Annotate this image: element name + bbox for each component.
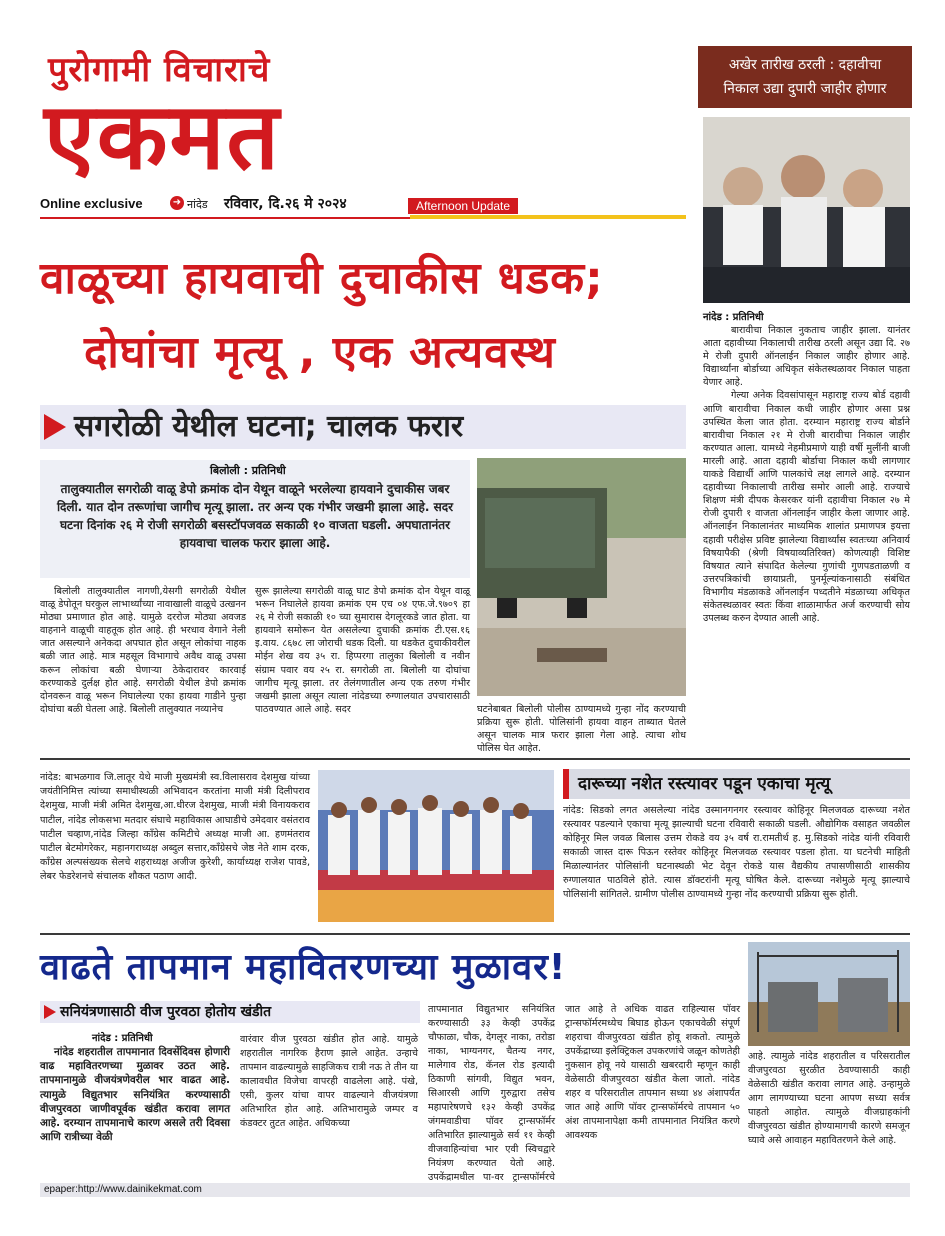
footer-url[interactable]: epaper:http://www.dainikekmat.com xyxy=(44,1184,202,1195)
transformer-photo-art xyxy=(748,942,910,1046)
play-icon xyxy=(44,414,66,440)
masthead-tagline: पुरोगामी विचाराचे xyxy=(48,50,271,90)
masthead-title: एकमत xyxy=(44,83,281,190)
side-story-headline-line1: अखेर तारीख ठरली : दहावीचा xyxy=(728,57,882,73)
power-byline: नांदेड : प्रतिनिधी xyxy=(92,1033,153,1044)
power-play-icon xyxy=(44,1005,56,1019)
truck-photo-art xyxy=(477,458,686,696)
side-story-banner xyxy=(698,46,912,108)
lead-col1: बिलोली तालुक्यातील नागणी,येसगी सगरोळी येथील वाळू डेपोतून घरकुल लाभार्थ्यांच्या नावाखाली वाळूचे उत्खनन मोठ्या प्रमाणात होत आहे. यामुळे दररोज मोठ्या अवजड वाहनाने वाळूची वाहतूक होत आहे. ही भरधाव वेगाने नेली जात असल्याने अनेकदा अपघात होत असून लोकांचा नाहक बळी जात आहे. मात्र महसूल विभागाचे अवैध वाळू उपसा करून लोकांचा बळी घेणाऱ्या ठेकेदारावर कारवाई करण्याकडे दुर्लक्ष होत आहे. सगरोळी येथील डेपो क्रमांक दोनवरून वाळू भरून निघालेल्या एका हायवा गाडीने पुन्हा दोघांचा बळी घेतला आहे. बिलोली तालुक्यात नव्यानेच xyxy=(40,586,246,715)
masthead-rule-left xyxy=(40,217,410,219)
power-intro: नांदेड शहरातील तापमानात दिवसेंदिवस होणारी वाढ महावितरणच्या मुळावर उठत आहे. तापमानामुळे वीजयंत्रणेवरील भार वाढत आहे. त्यामुळे विद्युतभार सनियंत्रित करण्यासाठी वीजपुरवठा जाणीवपूर्वक खंडीत करावा लागत आहे. दरम्यान तापमानाचे कारण असले तरी दिवसा आणि रात्रीच्या वेळी xyxy=(40,1046,230,1144)
side-story-headline-line2: निकाल उद्या दुपारी जाहीर होणार xyxy=(723,81,887,97)
lead-subheadline: सगरोळी येथील घटना; चालक फरार xyxy=(74,409,464,444)
students-photo-art xyxy=(703,117,910,303)
side-story-para2: गेल्या अनेक दिवसांपासून महाराष्ट्र राज्य बोर्ड दहावी आणि बारावीचा निकाल कधी जाहीर होणार असा प्रश्न उपस्थित केला जात होता. दरम्यान महाराष्ट्र राज्य बोर्डाने बारावीचा निकाल २१ मे रोजी बारावीचा निकाल जाहीर करण्यात आला. यामध्ये नेहमीप्रमाणे याही वर्षी मुलींनी बाजी मारली आहे. आता दहावी बोर्डाचा निकाल कधी लागणार याकडे विद्यार्थी आणि पालकांचे लक्ष लागले आहे. दरम्यान दहावीच्या निकालाची तारीख समोर आली आहे. राज्याचे शिक्षण मंत्री दीपक केसरकर यांनी दहावीचा निकाल २७ मे रोजी दुपारी १ वाजता ऑनलाईन जाहीर केला जाणार आहे. ऑनलाईन निकालानंतर माध्यमिक शालांत प्रमाणपत्र इयत्ता दहावी परीक्षेस प्रविष्ट झालेल्या विद्यार्थ्यांस स्वतःच्या अनिवार्य विषयापैकी (श्रेणी विषयाव्यतिरिक्त) कोणत्याही विशिष्ट विषयात त्याने संपादित केलेल्या गुणांची गुणपडताळणी व उत्तरपत्रिकांची छायाप्रती, पुनर्मूल्यांकनासाठी संबंधित विभागीय मंडळाकडे ऑनलाईन पध्दतीने मंडळाच्या अधिकृत संकेतस्थळावर स्वतः किंवा शाळामार्फत अर्ज करण्याची सोय उपलब्ध करुन देण्यात आली आहे. xyxy=(703,390,910,625)
truck-photo xyxy=(477,458,686,696)
death-story-text: नांदेड: सिडको लगत असलेल्या नांदेड उस्मानगनगर रस्त्यावर कोहिनूर मिलजवळ दारूच्या नशेत रस्त्यावर पडल्याने एकाचा मृत्यू झाल्याची घटना रविवारी सकाळी घडली. औद्योगिक वसाहत जवळील कोहिनूर मिल जवळ बिलास उत्तम रोकडे वय ३५ वर्ष रा.रामतीर्थ ह. मु.सिडको नांदेड यांनी रविवारी सकाळी जास्त दारू पिऊन रस्तेवर कोहिनूर मिलजवळ रस्त्यावर पडला होता. या घटनेची माहिती मिळाल्यानंतर पोलिसांनी घटनास्थळी भेट देवून रोकडे यास वैद्यकीय तपासणीसाठी शासकीय रुग्णालयात पाठविले होते. त्यास डॉक्टरांनी मृत्यू घोषित केले. दारूच्या नशेमुळे मृत्यू झाल्याचे पोलिसांनी सांगितले. ग्रामीण पोलीस ठाण्यामध्ये गुन्हा नोंद करण्याची प्रक्रिया सुरू होती. xyxy=(563,805,910,900)
side-story-byline: नांदेड : प्रतिनिधी xyxy=(703,312,764,323)
lead-intro: तालुक्यातील सगरोळी वाळू डेपो क्रमांक दोन येथून वाळूने भरलेल्या हायवाने दुचाकीस जबर दिली. यात दोन तरूणांचा जागीच मृत्यू झाला. तर अन्य एक गंभीर जखमी झाला आहे. सदर घटना दिनांक २६ मे रोजी सगरोळी बसस्टॉपजवळ सकाळी १० वाजता घडली. अपघातानंतर हायवाचा चालक फरार झाला आहे. xyxy=(56,482,454,550)
death-story-banner-accent xyxy=(563,769,569,799)
truck-photo-caption: घटनेबाबत बिलोली पोलीस ठाण्यामध्ये गुन्हा नोंद करण्याची प्रक्रिया सुरू होती. पोलिसांनी हायवा वाहन ताब्यात घेतले असून चालक मात्र फरार झाला गेला आहे. त्याचा शोध पोलिस घेत आहेत. xyxy=(477,704,686,755)
edition-badge: Afternoon Update xyxy=(408,198,518,214)
power-col5: आहे. त्यामुळे नांदेड शहरातील व परिसरातील वीजपुरवठा सुरळीत ठेवण्यासाठी काही वेळेसाठी खंडीत करावा लागत आहे. उन्हामुळे आग लागण्याच्या घटना आपण सध्या सर्वत्र पाहतो आहोत. त्यामुळे वीजग्राहकांनी वीजपुरवठा खंडीत होण्यामागची कारणे समजून घ्यावे असे आवाहन महावितरणने केले आहे. xyxy=(748,1051,910,1146)
dateline-arrow-icon: ➜ xyxy=(170,196,184,210)
power-col2: वारंवार वीज पुरवठा खंडीत होत आहे. यामुळे शहरातील नागरिक हैराण झाले आहेत. उन्हाचे तापमान वाढल्यामुळे साहजिकच रात्री नऊ ते तीन या कालावधीत विजेचा वापरही वाढलेला आहे. पंखे, एसी, कुलर यांचा वापर वाढल्याने वीजयंत्रणा अतिभारित होत आहे. अतिभारामुळे जम्पर व कंडक्टर तुटत आहेत. अधिकच्या xyxy=(240,1034,418,1129)
lead-byline: बिलोली : प्रतिनिधी xyxy=(210,464,286,477)
power-col3: तापमानात विद्युतभार सनियंत्रित करण्यासाठी ३३ केव्ही उपकेंद्र चौफाळा, चौक, देगलूर नाका, तरोडा नाका, भाग्यनगर, चैतन्य नगर, मालेगाव रोड, कॅनल रोड इत्यादी ठिकाणी सांगवी, विद्युत भवन, सिआरसी आणि गुरुद्वारा तसेच महापारेषणचे १३२ केव्ही उपकेंद्र जंगमवाडीचा पॉवर ट्रान्सफॉर्मर अतिभारित झाल्यामुळे सर्व ११ केव्ही वीजवाहिन्यांचा भार एवी स्विचद्वारे नियंत्रण करण्यात येतो आहे. उपकेंद्रामधील पा-वर ट्रान्सफॉर्मरचे xyxy=(428,1004,555,1183)
power-headline: वाढते तापमान महावितरणच्या मुळावर! xyxy=(40,947,567,988)
students-photo xyxy=(703,117,910,303)
online-label: Online exclusive xyxy=(40,196,143,211)
lead-headline-line1: वाळूच्या हायवाची दुचाकीस धडक; xyxy=(40,253,604,304)
death-story-headline: दारूच्या नशेत रस्त्यावर पडून एकाचा मृत्यू xyxy=(578,774,831,794)
power-col4: जात आहे ते अधिक वाढत राहिल्यास पॉवर ट्रान्सफॉर्मरमध्येच बिघाड होऊन एकाचवेळी संपूर्ण शहराचा वीजपुरवठा खंडीत होवू शकतो. त्यामुळे उपकेंद्राच्या इलेक्ट्रिकल उपकरणांचे जळून कोणतेही नुकसान होवू नये यासाठी खबरदारी म्हणून काही वेळेसाठी वीजपुरवठा खंडीत केला जातो. नांदेड शहर व परिसरातील तापमान सध्या ४४ अंशापर्यंत जात आहे आणि पॉवर ट्रान्सफॉर्मरचे तापमान ५० अंश तापमानापेक्षा कमी तापमानात नियंत्रित करणे आवश्यक xyxy=(565,1004,740,1141)
tribute-photo xyxy=(318,770,554,922)
dateline-city: नांदेड xyxy=(187,198,208,211)
lead-headline-line2: दोघांचा मृत्यू , एक अत्यवस्थ xyxy=(84,327,556,378)
mid-divider xyxy=(40,933,910,935)
tribute-text: नांदेड: बाभळगाव जि.लातूर येथे माजी मुख्यमंत्री स्व.विलासराव देशमुख यांच्या जयंतीनिमित्त त्यांच्या समाधीस्थळी अभिवादन करतांना माजी मंत्री दिलीपराव देशमुख, माजी मंत्री अमित देशमुख,आ.धीरज देशमुख, माजी मंत्री विनायकराव पाटील, नांदेड लोकसभा मतदार संघाचे महाविकास आघाडीचे उमेदवार वसंतराव पाटील चव्हाण,नांदेड जिल्हा काँग्रेस कमिटीचे अध्यक्ष माजी आ. हणमंतराव पाटील बेटमोगरेकर, महानगराध्यक्ष अब्दुल सत्तार,काँग्रेसचे जेष्ठ नेते शाम दरक, काँग्रेस अल्पसंख्यक सेलचे शहराध्यक्ष अजीज कुरेशी, कार्याध्यक्ष राजेश पावडे, लेबर फेडरेशनचे संचालक शौकत पठाण आदी. xyxy=(40,772,310,883)
dateline-date: रविवार, दि.२६ मे २०२४ xyxy=(224,196,347,212)
power-subheadline: सनियंत्रणासाठी वीज पुरवठा होतोय खंडीत xyxy=(60,1004,272,1020)
masthead-rule xyxy=(410,215,686,219)
transformer-photo xyxy=(748,942,910,1046)
lead-divider xyxy=(40,758,910,760)
lead-col2: सुरू झालेल्या सगरोळी वाळू घाट डेपो क्रमांक दोन येथून वाळू भरून निघालेले हायवा क्रमांक एम एच ०४ एफ.जे.९७०९ हा २६ मे रोजी सकाळी १० च्या सुमारास देगलूरकडे जात होता. या हायवाने समोरून येत असलेल्या दुचाकी क्रमांक टी.एस.१६ इ.वाय. ८६७८ ला जोराची धडक दिली. या धडकेत दुचाकीवरील मोईन शेख वय ३५ रा. हिप्परगा तालुका बिलोली व नवीन संग्राम पवार वय २५ रा. सगरोळी ता. बिलोली या दोघांचा जागीच मृत्यू झाला. तर तेलंगणातील अन्य एक तरुण गंभीर जखमी झाला असून त्याला नांदेडच्या रुग्णालयात उपचारासाठी पाठवण्यात आले आहे. सदर xyxy=(255,586,470,715)
side-story-para1: बारावीचा निकाल नुकताच जाहीर झाला. यानंतर आता दहावीच्या निकालाची तारीख ठरली असून उद्या दि. २७ मे रोजी दुपारी ऑनलाईन निकाल जाहीर होणार आहे. विद्यार्थ्यांना बोर्डाच्या अधिकृत संकेतस्थळावर निकाल पाहता येणार आहे. xyxy=(703,325,910,389)
tribute-photo-art xyxy=(318,770,554,922)
